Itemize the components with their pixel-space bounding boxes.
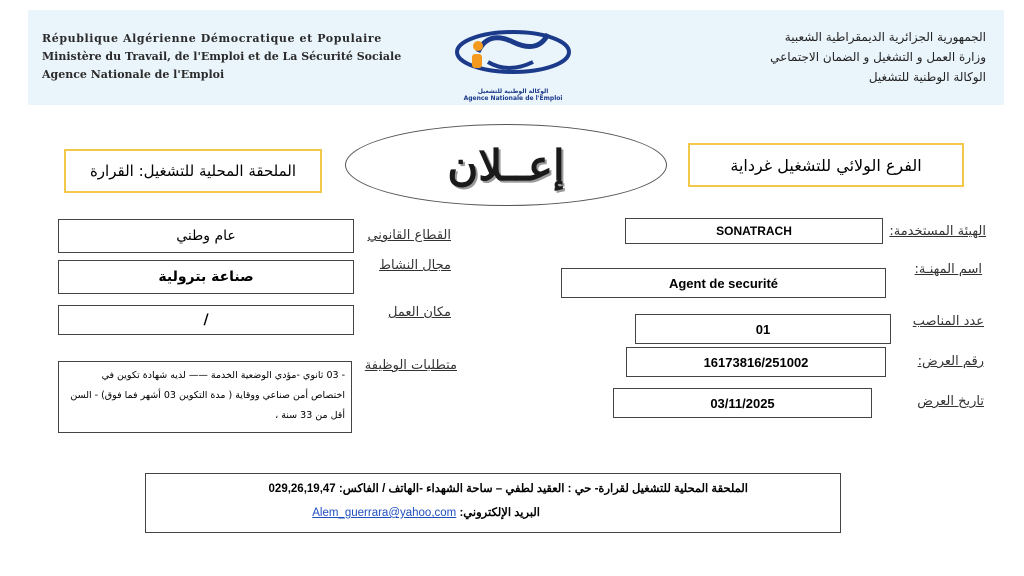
offer-number-value: 16173816/251002 — [626, 347, 886, 377]
positions-label: عدد المناصب — [912, 314, 984, 329]
offer-date-value: 03/11/2025 — [613, 388, 872, 418]
legal-sector-label: القطاع القانوني — [367, 228, 451, 243]
employer-label: الهيئة المستخدمة: — [889, 224, 986, 239]
branch-box — [688, 143, 964, 187]
legal-sector-value: عام وطني — [58, 219, 354, 253]
requirements-value: - 03 ثانوي -مؤدي الوضعية الخدمة —— لديه شهادة تكوين في اختصاص أمن صناعي ووقاية ( مدة التكوين 03 أشهر فما فوق) - السن أقل من 33 سنة ، — [58, 361, 352, 433]
announcement-ellipse — [345, 124, 667, 206]
footer-address: الملحقة المحلية للتشغيل لقرارة- حي : العقيد لطفي – ساحة الشهداء -الهاتف / الفاكس: 029,26,19,47 — [268, 483, 748, 495]
header-ar-ministry: وزارة العمل و التشغيل و الضمان الاجتماعي — [770, 50, 986, 64]
local-office-box — [64, 149, 322, 193]
positions-value: 01 — [635, 314, 891, 344]
header-fr-republic: République Algérienne Démocratique et Populaire — [42, 32, 382, 45]
activity-value: صناعة بترولية — [58, 260, 354, 294]
anem-logo-icon — [448, 22, 578, 84]
workplace-value: / — [58, 305, 354, 335]
footer-email-row — [312, 505, 540, 519]
profession-label: اسم المهنـة: — [914, 262, 982, 277]
activity-label: مجال النشاط — [379, 258, 451, 273]
branch-title: الفرع الولائي للتشغيل غرداية — [730, 155, 922, 175]
header-ar-republic: الجمهورية الجزائرية الديمقراطية الشعبية — [784, 30, 986, 44]
profession-value: Agent de securité — [561, 268, 886, 298]
footer-email-label: البريد الإلكتروني: — [459, 507, 540, 519]
header-ar-agency: الوكالة الوطنية للتشغيل — [868, 70, 986, 84]
contact-footer — [145, 473, 841, 533]
requirements-label: متطلبات الوظيفة — [364, 358, 457, 373]
logo-caption-ar: الوكالة الوطنية للتشغيل — [477, 88, 549, 95]
announcement-title: إعــلان — [447, 140, 565, 190]
workplace-label: مكان العمل — [388, 305, 451, 320]
offer-date-label: تاريخ العرض — [917, 394, 984, 409]
header-fr-agency: Agence Nationale de l'Emploi — [42, 68, 225, 81]
anem-logo — [448, 22, 578, 104]
employer-value: SONATRACH — [625, 218, 883, 244]
offer-number-label: رقم العرض: — [917, 354, 984, 369]
local-office-title: الملحقة المحلية للتشغيل: القرارة — [89, 162, 297, 180]
footer-email-link[interactable]: Alem_guerrara@yahoo,com — [312, 507, 457, 519]
logo-caption-fr: Agence Nationale de l'Emploi — [463, 95, 563, 102]
header-fr-ministry: Ministère du Travail, de l'Emploi et de La Sécurité Sociale — [42, 50, 402, 63]
